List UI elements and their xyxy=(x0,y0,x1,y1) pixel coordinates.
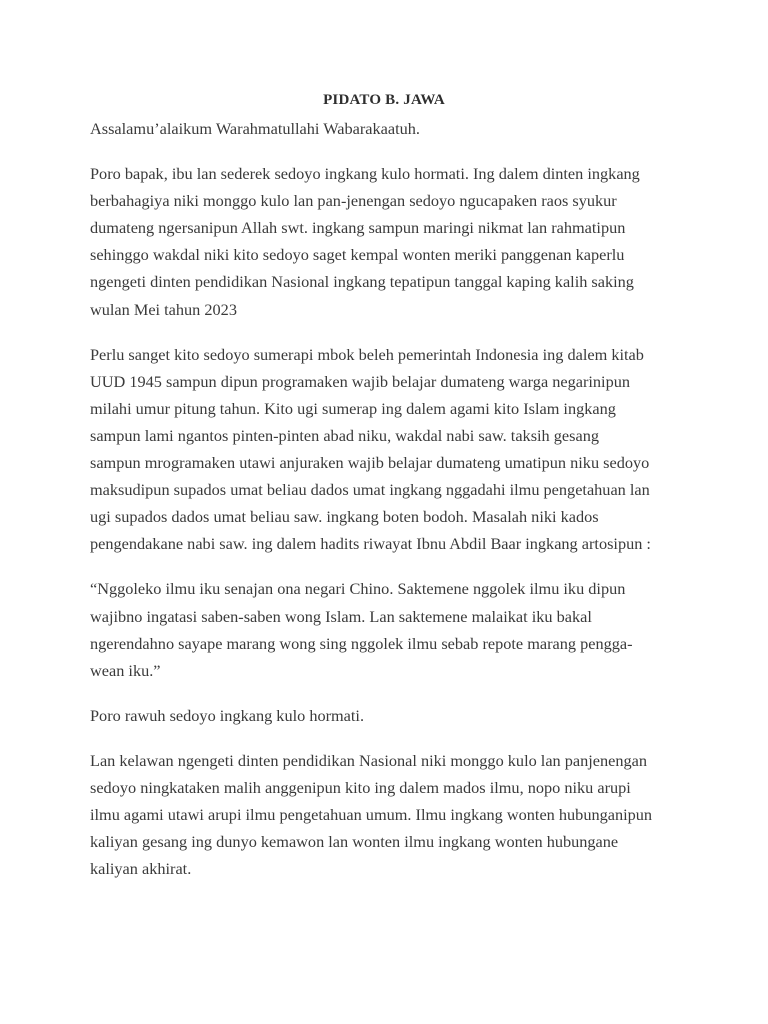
text-line: Lan kelawan ngengeti dinten pendidikan Nasional niki monggo kulo lan panjenengan xyxy=(90,750,648,770)
education-paragraph xyxy=(90,341,690,558)
hadith-quote-paragraph xyxy=(90,575,690,683)
text-line: sehinggo wakdal niki kito sedoyo saget kempal wonten meriki panggenan kaperlu xyxy=(90,245,625,265)
text-line: Assalamu’alaikum Warahmatullahi Wabarakaatuh. xyxy=(90,119,420,138)
text-line: maksudipun supados umat beliau dados umat ingkang nggadahi ilmu pengetahuan lan xyxy=(90,480,650,500)
text-line: kaliyan akhirat. xyxy=(90,859,192,879)
closing-paragraph xyxy=(90,747,690,882)
text-line: dumateng ngersanipun Allah swt. ingkang sampun maringi nikmat lan rahmatipun xyxy=(90,218,626,238)
document-title: PIDATO B. JAWA xyxy=(323,92,445,108)
text-line: ilmu agami utawi arupi ilmu pengetahuan umum. Ilmu ingkang wonten hubunganipun xyxy=(90,805,653,825)
text-line: ngengeti dinten pendidikan Nasional ingkang tepatipun tanggal kaping kalih saking xyxy=(90,272,634,292)
opening-paragraph xyxy=(90,160,690,323)
text-line: Poro bapak, ibu lan sederek sedoyo ingkang kulo hormati. Ing dalem dinten ingkang xyxy=(90,164,640,184)
text-line: Perlu sanget kito sedoyo sumerapi mbok beleh pemerintah Indonesia ing dalem kitab xyxy=(90,344,644,364)
greeting-paragraph xyxy=(90,115,690,142)
text-line: pengendakane nabi saw. ing dalem hadits riwayat Ibnu Abdil Baar ingkang artosipun : xyxy=(90,534,651,554)
text-line: kaliyan gesang ing dunyo kemawon lan wonten ilmu ingkang wonten hubungane xyxy=(90,832,619,852)
text-line: wulan Mei tahun 2023 xyxy=(90,299,237,319)
text-line: milahi umur pitung tahun. Kito ugi sumerap ing dalem agami kito Islam ingkang xyxy=(90,398,616,418)
document-body xyxy=(90,115,690,900)
text-line: wajibno ingatasi saben-saben wong Islam. Lan saktemene malaikat iku bakal xyxy=(90,606,592,626)
text-line: ngerendahno sayape marang wong sing nggolek ilmu sebab repote marang pengga- xyxy=(90,633,633,653)
text-line: Poro rawuh sedoyo ingkang kulo hormati. xyxy=(90,705,365,725)
text-line: wean iku.” xyxy=(90,660,161,680)
address-paragraph xyxy=(90,702,690,729)
text-line: sedoyo ningkataken malih anggenipun kito ing dalem mados ilmu, nopo niku arupi xyxy=(90,777,631,797)
text-line: sampun mrogramaken utawi anjuraken wajib belajar dumateng umatipun niku sedoyo xyxy=(90,453,650,473)
text-line: sampun lami ngantos pinten-pinten abad niku, wakdal nabi saw. taksih gesang xyxy=(90,425,599,445)
text-line: UUD 1945 sampun dipun programaken wajib belajar dumateng warga negarinipun xyxy=(90,371,630,391)
text-line: ugi supados dados umat beliau saw. ingkang boten bodoh. Masalah niki kados xyxy=(90,507,599,527)
text-line: berbahagiya niki monggo kulo lan pan-jenengan sedoyo ngucapaken raos syukur xyxy=(90,191,617,211)
text-line: “Nggoleko ilmu iku senajan ona negari Chino. Saktemene nggolek ilmu iku dipun xyxy=(90,579,626,599)
